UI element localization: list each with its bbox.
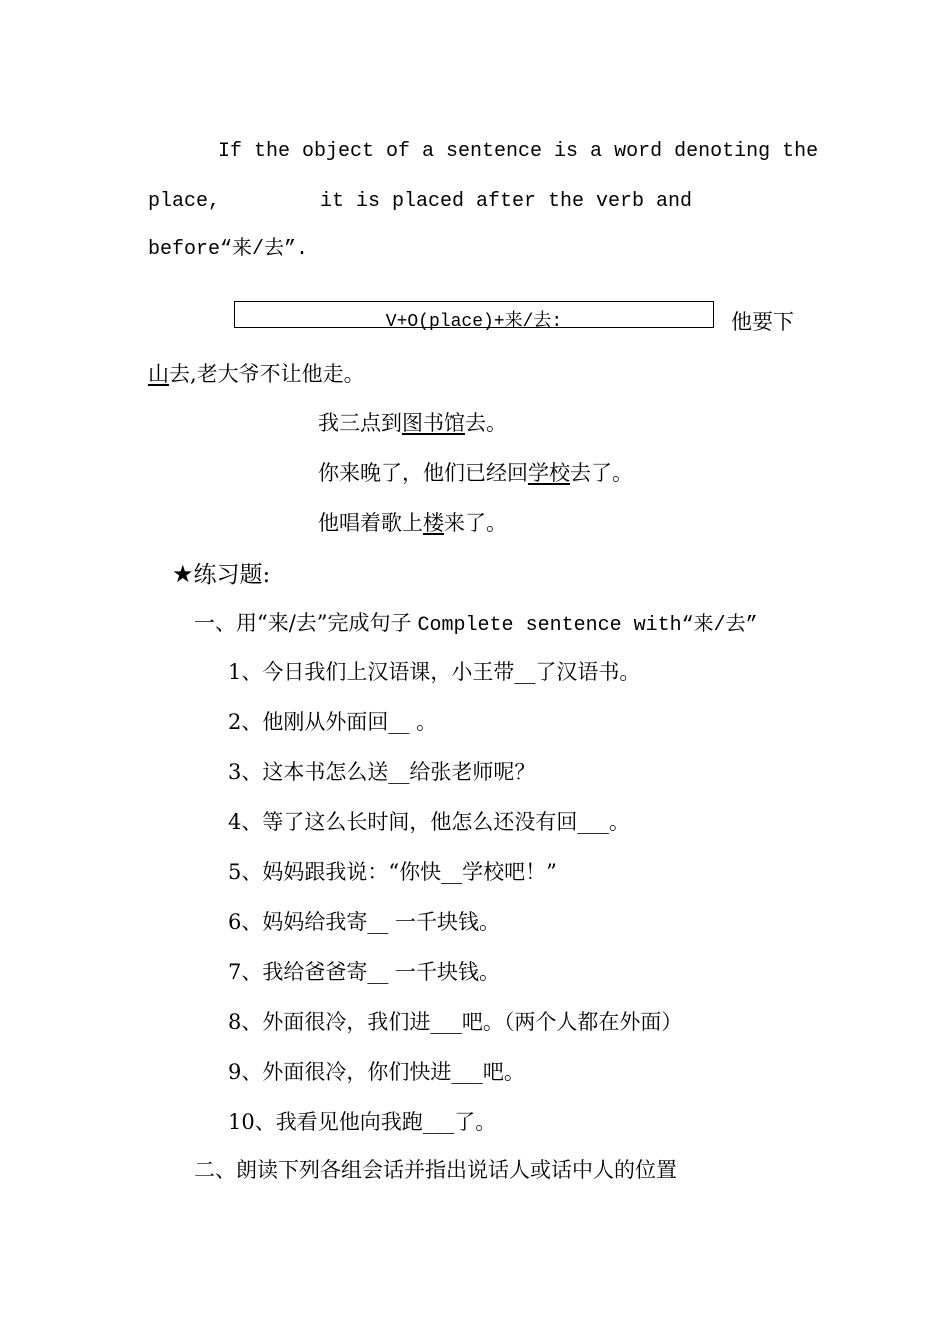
- formula-text: V+O(place)+来/去:: [385, 312, 563, 332]
- example-2-post: 去。: [465, 411, 507, 435]
- example-4-post: 来了。: [444, 511, 507, 535]
- answer-blank[interactable]: ___: [577, 810, 609, 834]
- exercise-item-text: 7、我给爸爸寄: [228, 960, 368, 984]
- exercise-item-text: 8、外面很冷，我们进: [228, 1010, 431, 1034]
- exercise-item: [228, 962, 500, 983]
- exercise-item-text: 5、妈妈跟我说：“你快: [228, 860, 442, 884]
- answer-blank[interactable]: __: [367, 960, 389, 984]
- exercise-item-text: 3、这本书怎么送: [228, 760, 389, 784]
- exercise-item: [228, 662, 640, 683]
- example-1-rest: 去,老大爷不让他走。: [169, 362, 365, 386]
- intro-line-2b: it is placed after the verb and: [320, 190, 693, 213]
- exercise-item-text: 9、外面很冷，你们快进: [228, 1060, 452, 1084]
- exercise-item-text-after: 学校吧！”: [462, 860, 557, 884]
- answer-blank[interactable]: ___: [451, 1060, 483, 1084]
- answer-blank[interactable]: __: [388, 710, 410, 734]
- example-3-underlined: 学校: [528, 461, 570, 485]
- exercise-item: [228, 1062, 525, 1083]
- exercise-item: [228, 812, 630, 833]
- exercise-item: [228, 762, 535, 783]
- answer-blank[interactable]: ___: [430, 1010, 462, 1034]
- part1-heading: [194, 613, 758, 636]
- exercise-item-text-after: 一千块钱。: [388, 960, 501, 984]
- answer-blank[interactable]: __: [388, 760, 410, 784]
- example-1-underlined: 山: [148, 362, 169, 386]
- part2-heading: 二、朗读下列各组会话并指出说话人或话中人的位置: [194, 1158, 677, 1182]
- exercise-item-text: 1、今日我们上汉语课，小王带: [228, 660, 515, 684]
- exercise-item-text: 6、妈妈给我寄: [228, 910, 368, 934]
- formula-box: [234, 301, 714, 332]
- exercise-item-text-after: 。: [608, 810, 630, 834]
- example-2-pre: 我三点到: [318, 411, 402, 435]
- exercise-item-text: 4、等了这么长时间，他怎么还没有回: [228, 810, 578, 834]
- exercise-item-text-after: 吧。（两个人都在外面）: [461, 1010, 683, 1034]
- example-2: [318, 413, 507, 434]
- exercise-item: [228, 912, 500, 933]
- answer-blank[interactable]: __: [514, 660, 536, 684]
- part1-heading-cn: 一、用“来/去”完成句子: [194, 611, 412, 635]
- formula-trailing-text: 他要下: [731, 310, 794, 334]
- exercise-item-text-after: 了汉语书。: [535, 660, 641, 684]
- part1-heading-en: Complete sentence with“来/去”: [417, 614, 758, 637]
- exercise-item-text-after: 吧。: [482, 1060, 525, 1084]
- example-4: [318, 513, 507, 534]
- example-2-underlined: 图书馆: [402, 411, 465, 435]
- exercise-item-text-after: 。: [409, 710, 438, 734]
- example-3-post: 去了。: [570, 461, 633, 485]
- exercise-item-text-after: 给张老师呢？: [409, 760, 536, 784]
- exercises-title: [172, 562, 270, 587]
- exercise-item-text: 2、他刚从外面回: [228, 710, 389, 734]
- example-3: [318, 463, 633, 484]
- exercise-item-text-after: 一千块钱。: [388, 910, 501, 934]
- answer-blank[interactable]: __: [441, 860, 463, 884]
- intro-line-3: before“来/去”.: [148, 238, 309, 261]
- exercise-item: [228, 1012, 682, 1033]
- answer-blank[interactable]: __: [367, 910, 389, 934]
- exercise-item-text-after: 了。: [454, 1110, 497, 1134]
- intro-line-1: If the object of a sentence is a word denoting the: [218, 140, 819, 163]
- exercise-item: [228, 712, 437, 733]
- star-icon: ★: [172, 560, 194, 588]
- exercises-title-text: 练习题:: [193, 562, 271, 588]
- example-1: [148, 364, 365, 385]
- example-4-pre: 他唱着歌上: [318, 511, 423, 535]
- answer-blank[interactable]: ___: [422, 1110, 455, 1134]
- intro-line-2a: place,: [148, 190, 221, 213]
- exercise-item: [228, 1112, 496, 1133]
- example-4-underlined: 楼: [423, 511, 444, 535]
- exercise-item-text: 10、我看见他向我跑: [228, 1110, 423, 1134]
- example-3-pre: 你来晚了，他们已经回: [318, 461, 528, 485]
- exercise-item: [228, 862, 557, 883]
